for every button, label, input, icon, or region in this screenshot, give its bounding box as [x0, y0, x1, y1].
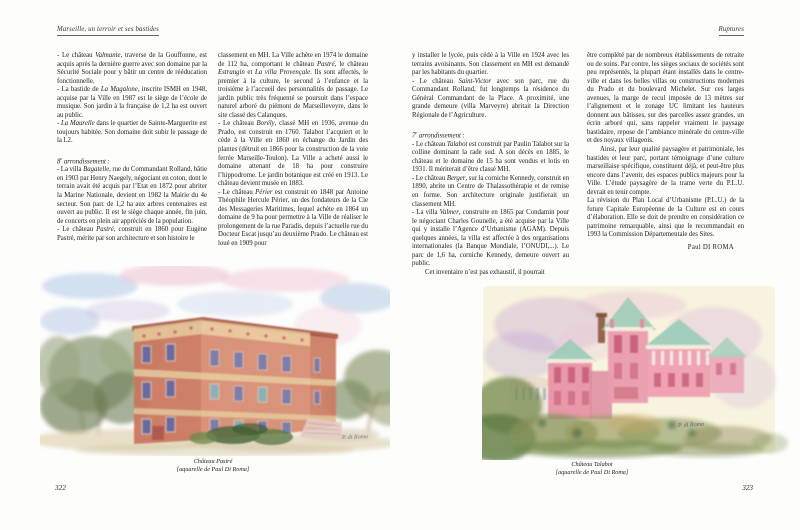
chateau-talabot-watercolor	[482, 283, 790, 460]
paragraph: - La Maurelle dans le quartier de Sainte-Marguerite est toujours habitée. Son domaine doit subir le passage de la L2.	[57, 120, 207, 145]
caption-right-credit: [aquarelle de Paul Di Roma]	[555, 469, 629, 476]
paragraph: - Le château Saint-Victor avec son parc, rue du Commandant Rolland, fut longtemps la résidence du Général Commandant de la Place. A proximité, une grande demeure (villa Marveyre) abritait la Direction Régionale de l’Agriculture.	[412, 77, 569, 119]
paragraph: La révision du Plan Local d’Urbanisme (P.L.U.) de la future Capitale Européenne de la Culture est en cours d’élaboration. Elle se doit de prendre en considération ce patrimoine remarquable, ainsi que le recommandait en 1993 la Commission Départementale des Sites.	[587, 197, 744, 239]
right-page-column-1	[412, 52, 569, 277]
paragraph: - La villa Bagatelle, rue du Commandant Rolland, bâtie en 1903 par Henry Naegely, négociant en coton, dont le terrain avait été acquis par l’Etat en 1872 pour abriter la Marine Nationale, devient en 1982 la Mairie du 4e secteur. Son parc de 1,2 ha aux arbres centenaires est ouvert au public. Il est le siège chaque année, fin juin, de concerts en plein air appréciés de la population.	[57, 166, 207, 225]
running-head-left: Marseille, un terroir et ses bastides	[57, 26, 159, 36]
caption-left-credit: [aquarelle de Paul Di Roma]	[176, 466, 250, 473]
section-heading: 7e arrondissement :	[412, 129, 465, 140]
paragraph: - Le château Périer est construit en 1848 par Antoine Théophile Hercule Périer, un des fondateurs de la Cie des Messageries Maritimes, lequel achète en 1864 un domaine de 9 ha pour permettre à la Ville de réaliser le prolongement de la rue Paradis, depuis l’actuelle rue du Docteur Escat jusqu’au deuxième Prado. Le château est loué en 1909 pour	[218, 188, 368, 248]
page-number-left: 322	[55, 484, 66, 492]
artist-signature-left: P. di Roma	[341, 434, 369, 441]
running-head-right: Ruptures	[719, 26, 745, 36]
paragraph: y installer le lycée, puis cédé à la Ville en 1924 avec les terrains avoisinants. Son classement en MH est demandé par les habitants du quartier.	[412, 52, 569, 77]
caption-right	[497, 461, 687, 477]
paragraph: Ainsi, par leur qualité paysagère et patrimoniale, les bastides et leur parc, portant témoignage d’une culture marseillaise spécifique, constituent déjà, et peut-être plus encore dans l’avenir, des espaces publics majeurs pour la Ville. L’étude paysagère de la trame verte du P.L.U. devrait en tenir compte.	[587, 146, 744, 196]
paragraph: - Le château Valmante, traverse de la Gouffonne, est acquis après la dernière guerre avec son domaine par la Sécurité Sociale pour y bâtir un centre de rééducation fonctionnelle.	[57, 52, 207, 85]
left-page-column-2	[218, 52, 368, 249]
paragraph: classement en MH. La Ville achète en 1974 le domaine de 112 ha, comportant le château Pastré, le château Estrangin et La villa Provençale. Ils sont affectés, le premier à la culture, le second à l’enfance et la troisième à l’accueil des personnalités de passage. Le jardin public très fréquenté se poursuit dans l’espace naturel arboré du piémont de Marseilleveyre, dans le site classé des Calanques.	[218, 52, 368, 119]
paragraph: - Le château Pastré, construit en 1860 pour Eugène Pastré, mérite par son architecture et son histoire le	[57, 226, 207, 242]
caption-left-title: Château Pastré	[193, 458, 233, 465]
author-byline: Paul DI ROMA	[687, 244, 734, 252]
chateau-pastre-watercolor	[40, 266, 390, 456]
paragraph: - Le château Borély, classé MH en 1936, avenue du Prado, est construit en 1760. Talabot l’acquiert et le cède à la Ville en 1860 en échange du Jardin des plantes (détruit en 1866 pour la construction de la voie ferrée Marseille-Toulon). La Ville a acheté aussi le domaine attenant de 18 ha pour construire l’hippodrome. Le jardin botanique est créé en 1913. Le château devient musée en 1883.	[218, 120, 368, 188]
caption-right-title: Château Talabot	[571, 461, 613, 468]
paragraph: - Le château Talabot est construit par Paulin Talabot sur la colline dominant la rade sud. A son décès en 1885, le château et le domaine de 15 ha sont vendus et lotis en 1931. Il mériterait d’être classé MH.	[412, 140, 569, 174]
paragraph: Cet inventaire n’est pas exhaustif, il pourrait	[425, 268, 545, 276]
caption-left	[63, 458, 363, 474]
paragraph: - La villa Valmer, construite en 1865 par Condamin pour le négociant Charles Gounelle, a été acquise par la Ville qui y installe l’Agence d’Urbanisme (AGAM). Depuis quelques années, la villa est affectée à des organisations internationales (la Banque Mondiale, l’ONUDI,...). Le parc de 1,6 ha, corniche Kennedy, demeure ouvert au public.	[412, 209, 569, 268]
section-heading: 8e arrondissement :	[57, 155, 110, 165]
right-page-column-2	[587, 52, 744, 253]
chateau-building	[132, 317, 342, 445]
paragraph: - Le château Berger, sur la corniche Kennedy, construit en 1890, abrite un Centre de Thalassothérapie et de remise en forme. Son architecture originale justifierait un classement MH.	[412, 174, 569, 208]
page-number-right: 323	[742, 484, 753, 492]
artist-signature-right: P. di Roma	[677, 421, 705, 429]
left-page-column-1	[57, 52, 207, 243]
paragraph: - La bastide de La Magalone, inscrite ISMH en 1948, acquise par la Ville en 1987 est le siège de l’école de musique. Son jardin à la française de 1,2 ha est ouvert au public.	[57, 86, 207, 119]
paragraph: être complété par de nombreux établissements de retraite ou de soins. Par contre, les sièges sociaux de sociétés sont peu représentés, la plupart étant installés dans le centre-ville et dans les belles villas ou constructions modernes du Prado et du boulevard Michelet. Sur ces larges avenues, la marge de recul imposée de 13 mètres sur l’alignement et le zonage UC limitant les hauteurs donnent aux bâtisses, sur des parcelles assez grandes, un écrin arboré qui, sans rappeler vraiment le paysage bastidaire, repose de l’ambiance minérale du centre-ville et des noyaux villageois.	[587, 52, 744, 145]
